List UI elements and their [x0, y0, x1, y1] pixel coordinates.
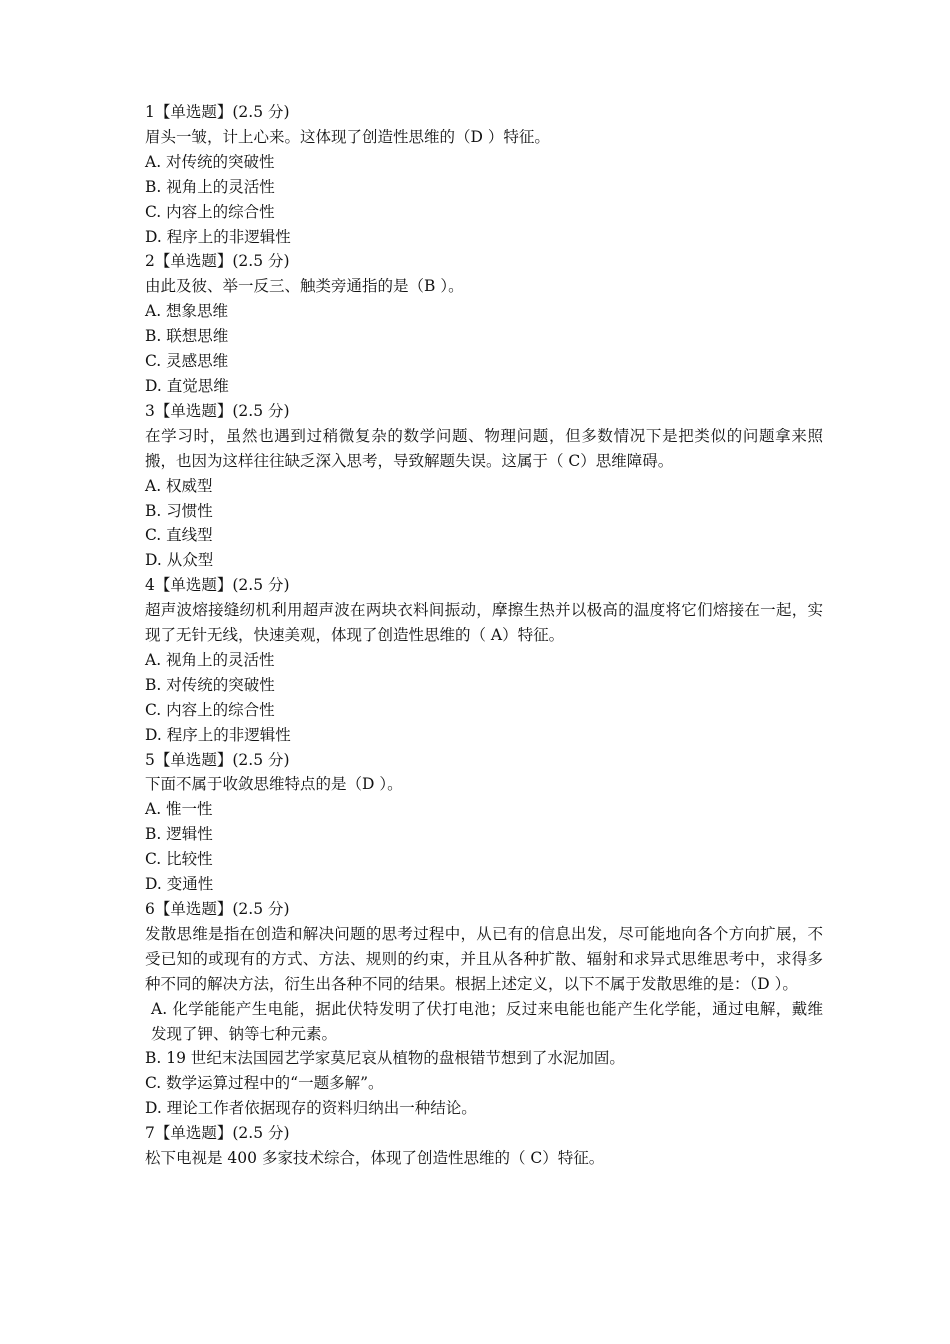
option-c: C. 灵感思维	[145, 352, 229, 371]
option-b: B. 视角上的灵活性	[145, 177, 275, 196]
question-3	[145, 399, 823, 573]
question-4	[145, 573, 823, 747]
option-a: A. 惟一性	[145, 800, 213, 819]
question-header: 3【单选题】(2.5 分)	[145, 401, 290, 420]
option-c: C. 数学运算过程中的“一题多解”。	[145, 1074, 384, 1093]
option-d: D. 从众型	[145, 551, 214, 570]
question-stem: 由此及彼、举一反三、触类旁通指的是（B ）。	[145, 277, 464, 296]
question-stem: 发散思维是指在创造和解决问题的思考过程中，从已有的信息出发，尽可能地向各个方向扩展，不受已知的或现有的方式、方法、规则的约束，并且从各种扩散、辐射和求异式思维思考中，求得多种不同的解决方法，衍生出各种不同的结果。根据上述定义，以下不属于发散思维的是：（D ）。	[145, 924, 823, 993]
option-b: B. 联想思维	[145, 327, 229, 346]
option-d: D. 理论工作者依据现存的资料归纳出一种结论。	[145, 1099, 477, 1118]
option-d: D. 直觉思维	[145, 376, 229, 395]
option-a: A. 视角上的灵活性	[145, 650, 275, 669]
question-7	[145, 1121, 823, 1171]
option-c: C. 比较性	[145, 850, 213, 869]
question-stem: 在学习时，虽然也遇到过稍微复杂的数学问题、物理问题，但多数情况下是把类似的问题拿来照搬，也因为这样往往缺乏深入思考，导致解题失误。这属于（ C）思维障碍。	[145, 426, 823, 470]
question-stem: 眉头一皱，计上心来。这体现了创造性思维的（D ）特征。	[145, 127, 550, 146]
option-d: D. 程序上的非逻辑性	[145, 227, 291, 246]
option-b: B. 习惯性	[145, 501, 213, 520]
option-a: A. 对传统的突破性	[145, 152, 275, 171]
option-c: C. 内容上的综合性	[145, 202, 275, 221]
question-header: 2【单选题】(2.5 分)	[145, 252, 290, 271]
question-2	[145, 249, 823, 398]
option-c: C. 直线型	[145, 526, 213, 545]
question-header: 6【单选题】(2.5 分)	[145, 900, 290, 918]
option-b: B. 19 世纪末法国园艺学家莫尼哀从植物的盘根错节想到了水泥加固。	[145, 1049, 625, 1068]
option-b: B. 逻辑性	[145, 825, 213, 844]
question-6	[145, 897, 823, 1121]
question-5	[145, 748, 823, 897]
question-stem: 松下电视是 400 多家技术综合，体现了创造性思维的（ C）特征。	[145, 1149, 605, 1168]
option-d: D. 程序上的非逻辑性	[145, 725, 291, 744]
option-b: B. 对传统的突破性	[145, 675, 275, 694]
question-header: 1【单选题】(2.5 分)	[145, 103, 290, 121]
option-a: A. 想象思维	[145, 302, 229, 321]
question-stem: 下面不属于收敛思维特点的是（D ）。	[145, 775, 403, 794]
question-1	[145, 100, 823, 249]
question-header: 7【单选题】(2.5 分)	[145, 1124, 290, 1143]
question-header: 5【单选题】(2.5 分)	[145, 750, 290, 769]
question-stem: 超声波熔接缝纫机利用超声波在两块衣料间振动，摩擦生热并以极高的温度将它们熔接在一起，实现了无针无线，快速美观，体现了创造性思维的（ A）特征。	[145, 601, 823, 645]
option-a: A. 权威型	[145, 476, 213, 495]
question-header: 4【单选题】(2.5 分)	[145, 576, 290, 595]
option-a: A. 化学能能产生电能，据此伏特发明了伏打电池；反过来电能也能产生化学能，通过电解，戴维发现了钾、钠等七种元素。	[151, 999, 823, 1043]
option-d: D. 变通性	[145, 875, 214, 894]
option-c: C. 内容上的综合性	[145, 700, 275, 719]
document-page	[145, 100, 823, 1171]
